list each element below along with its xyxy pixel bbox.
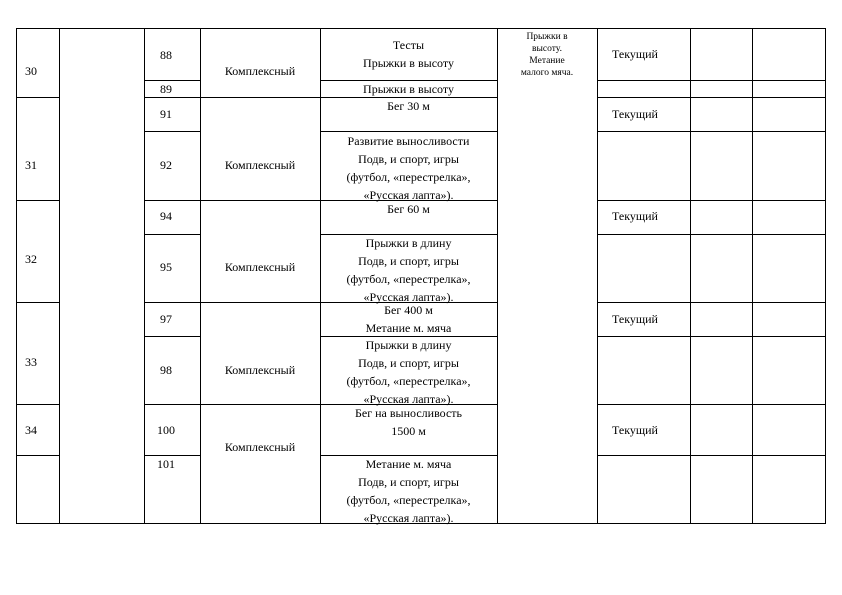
- lesson-number: 100: [157, 423, 175, 437]
- lesson-content: Прыжки в длину Подв, и спорт, игры (футбол, «перестрелка», «Русская лапта»).: [346, 338, 471, 406]
- lesson-content: Развитие выносливости Подв, и спорт, игры (футбол, «перестрелка», «Русская лапта»).: [346, 134, 471, 202]
- lesson-type: Комплексный: [224, 260, 296, 274]
- lesson-number: 94: [160, 209, 172, 223]
- lesson-number: 89: [160, 82, 172, 96]
- lesson-number: 88: [160, 48, 172, 62]
- lesson-content: Бег 30 м: [387, 99, 430, 113]
- lesson-content: Бег на выносливость 1500 м: [355, 406, 462, 438]
- lesson-type: Комплексный: [224, 363, 296, 377]
- lesson-content: Бег 60 м: [387, 202, 430, 216]
- lesson-number: 92: [160, 158, 172, 172]
- lesson-type: Комплексный: [224, 64, 296, 78]
- control-type: Текущий: [612, 423, 658, 437]
- lesson-type: Комплексный: [224, 440, 296, 454]
- lesson-content: Тесты Прыжки в высоту: [363, 38, 454, 70]
- row-number: 33: [25, 355, 37, 369]
- row-number: 31: [25, 158, 37, 172]
- control-type: Текущий: [612, 47, 658, 61]
- control-type: Текущий: [612, 107, 658, 121]
- lesson-number: 91: [160, 107, 172, 121]
- lesson-number: 98: [160, 363, 172, 377]
- lesson-content: Прыжки в высоту: [363, 82, 454, 96]
- row-number: 32: [25, 252, 37, 266]
- row-number: 30: [25, 64, 37, 78]
- control-type: Текущий: [612, 312, 658, 326]
- row-number: 34: [25, 423, 37, 437]
- lesson-type: Комплексный: [224, 158, 296, 172]
- lesson-number: 101: [157, 457, 175, 471]
- lesson-number: 95: [160, 260, 172, 274]
- lesson-content: Прыжки в длину Подв, и спорт, игры (футбол, «перестрелка», «Русская лапта»).: [346, 236, 471, 304]
- homework-note: Прыжки в высоту. Метание малого мяча.: [520, 32, 574, 78]
- lesson-number: 97: [160, 312, 172, 326]
- lesson-content: Бег 400 м Метание м. мяча: [365, 303, 452, 335]
- control-type: Текущий: [612, 209, 658, 223]
- lesson-content: Метание м. мяча Подв, и спорт, игры (футбол, «перестрелка», «Русская лапта»).: [346, 457, 471, 525]
